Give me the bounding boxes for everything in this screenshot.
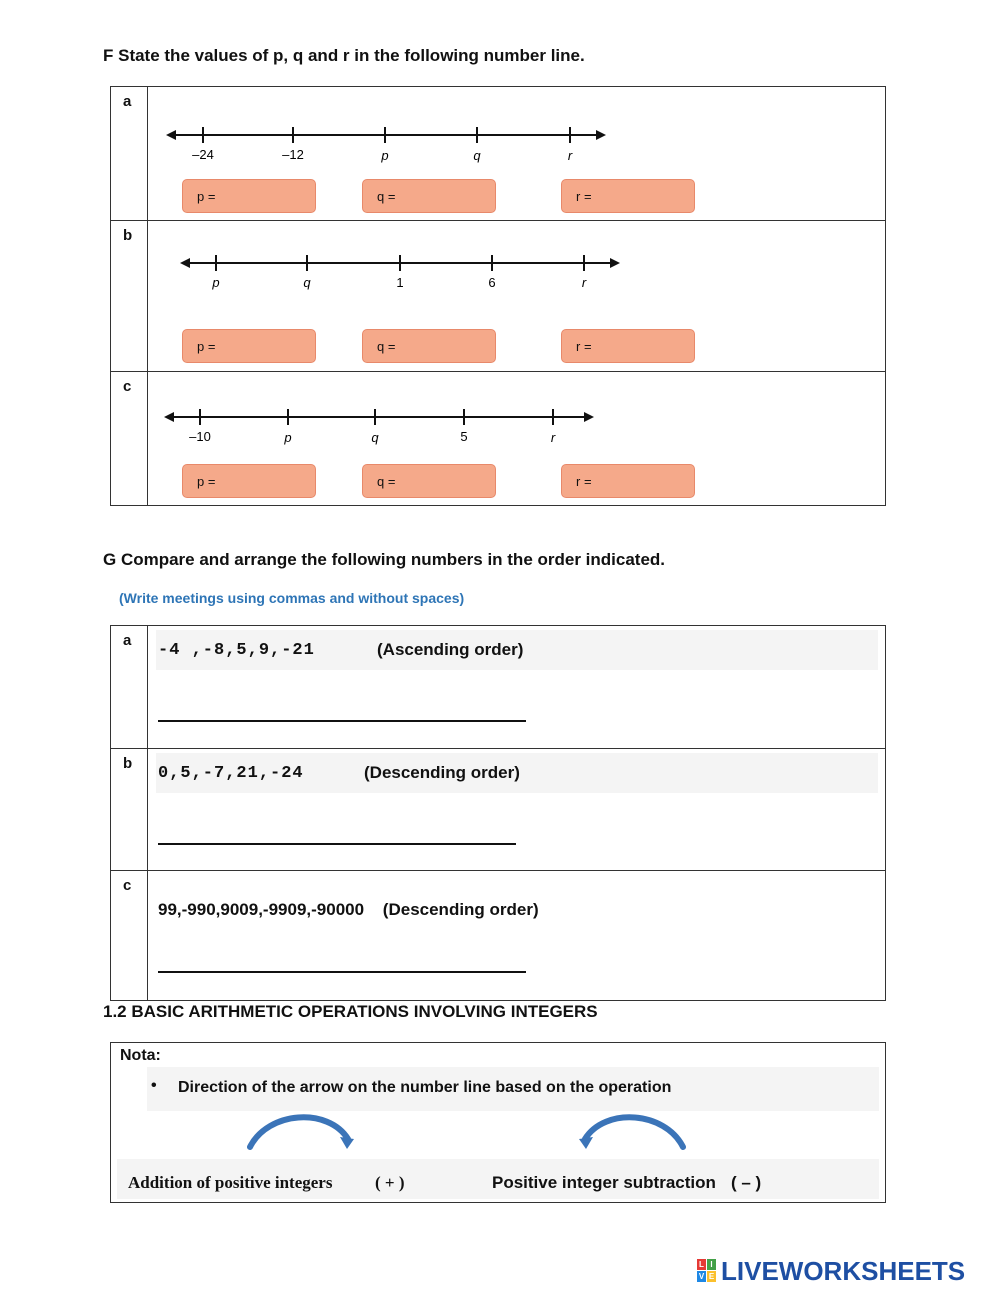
tick-label: r xyxy=(567,148,573,163)
answer-box-r[interactable]: r = xyxy=(561,329,695,363)
answer-box-p[interactable]: p = xyxy=(182,179,316,213)
tick-label: q xyxy=(371,430,379,445)
answer-line-a[interactable] xyxy=(158,694,526,722)
order-text: (Ascending order) xyxy=(377,640,524,659)
sequence-b xyxy=(156,753,878,793)
tick-label: r xyxy=(550,430,556,445)
row-label: c xyxy=(123,877,132,894)
tick-label: ‒24 xyxy=(192,147,214,162)
section-g-title: G Compare and arrange the following numbers in the order indicated. xyxy=(103,550,666,569)
addition-label: Addition of positive integers xyxy=(128,1173,333,1192)
note-label: Nota: xyxy=(120,1047,161,1064)
answer-box-q[interactable]: q = xyxy=(362,329,496,363)
bullet-dot: • xyxy=(151,1077,157,1094)
tick-label: q xyxy=(473,148,481,163)
arrow-left-icon xyxy=(577,1109,689,1151)
row-label: a xyxy=(123,93,132,110)
note-box xyxy=(110,1042,886,1203)
numbers-text: 0,5,-7,21,-24 xyxy=(158,764,304,783)
numbers-text: 99,-990,9009,-9909,-90000 xyxy=(158,900,365,919)
numbers-text: -4 ,-8,5,9,-21 xyxy=(158,641,315,660)
tick-label: p xyxy=(284,430,292,445)
addition-symbol: ( + ) xyxy=(375,1173,405,1192)
row-label: c xyxy=(123,378,132,395)
row-label: b xyxy=(123,755,133,772)
number-line-a xyxy=(166,123,606,163)
tick-label: 6 xyxy=(488,275,496,290)
sequence-a xyxy=(156,630,878,670)
number-line-c xyxy=(164,406,594,446)
bullet-text: Direction of the arrow on the number line based on the operation xyxy=(178,1079,672,1096)
row-label: a xyxy=(123,632,132,649)
section-f-title: F State the values of p, q and r in the following number line. xyxy=(103,46,585,65)
number-line-b xyxy=(180,253,620,293)
tick-label: q xyxy=(303,275,311,290)
answer-box-r[interactable]: r = xyxy=(561,464,695,498)
ordering-table xyxy=(110,625,886,1001)
arrow-right-icon xyxy=(244,1109,356,1151)
answer-box-p[interactable]: p = xyxy=(182,464,316,498)
subtraction-symbol: ( – ) xyxy=(731,1173,762,1192)
tick-label: p xyxy=(381,148,389,163)
row-label: b xyxy=(123,227,133,244)
tick-label: ‒12 xyxy=(282,147,304,162)
section-12-title: 1.2 BASIC ARITHMETIC OPERATIONS INVOLVING INTEGERS xyxy=(103,1002,598,1021)
order-text: (Descending order) xyxy=(364,763,520,782)
answer-box-p[interactable]: p = xyxy=(182,329,316,363)
section-g-instruction: (Write meetings using commas and without spaces) xyxy=(119,590,465,606)
number-line-table xyxy=(110,86,886,506)
answer-box-q[interactable]: q = xyxy=(362,179,496,213)
tick-label: ‒10 xyxy=(189,429,211,444)
tick-label: r xyxy=(581,275,587,290)
tick-label: 5 xyxy=(460,429,468,444)
operations-row xyxy=(117,1159,879,1199)
tick-label: p xyxy=(212,275,220,290)
subtraction-label: Positive integer subtraction xyxy=(492,1173,716,1192)
bullet-row xyxy=(147,1067,879,1111)
sequence-c xyxy=(158,900,539,920)
answer-box-r[interactable]: r = xyxy=(561,179,695,213)
tick-label: 1 xyxy=(396,275,404,290)
answer-line-b[interactable] xyxy=(158,817,516,845)
answer-line-c[interactable] xyxy=(158,945,526,973)
logo-icon: L I V E xyxy=(698,1260,715,1281)
order-text: (Descending order) xyxy=(382,900,539,919)
logo-text: LIVEWORKSHEETS xyxy=(721,1256,966,1286)
answer-box-q[interactable]: q = xyxy=(362,464,496,498)
